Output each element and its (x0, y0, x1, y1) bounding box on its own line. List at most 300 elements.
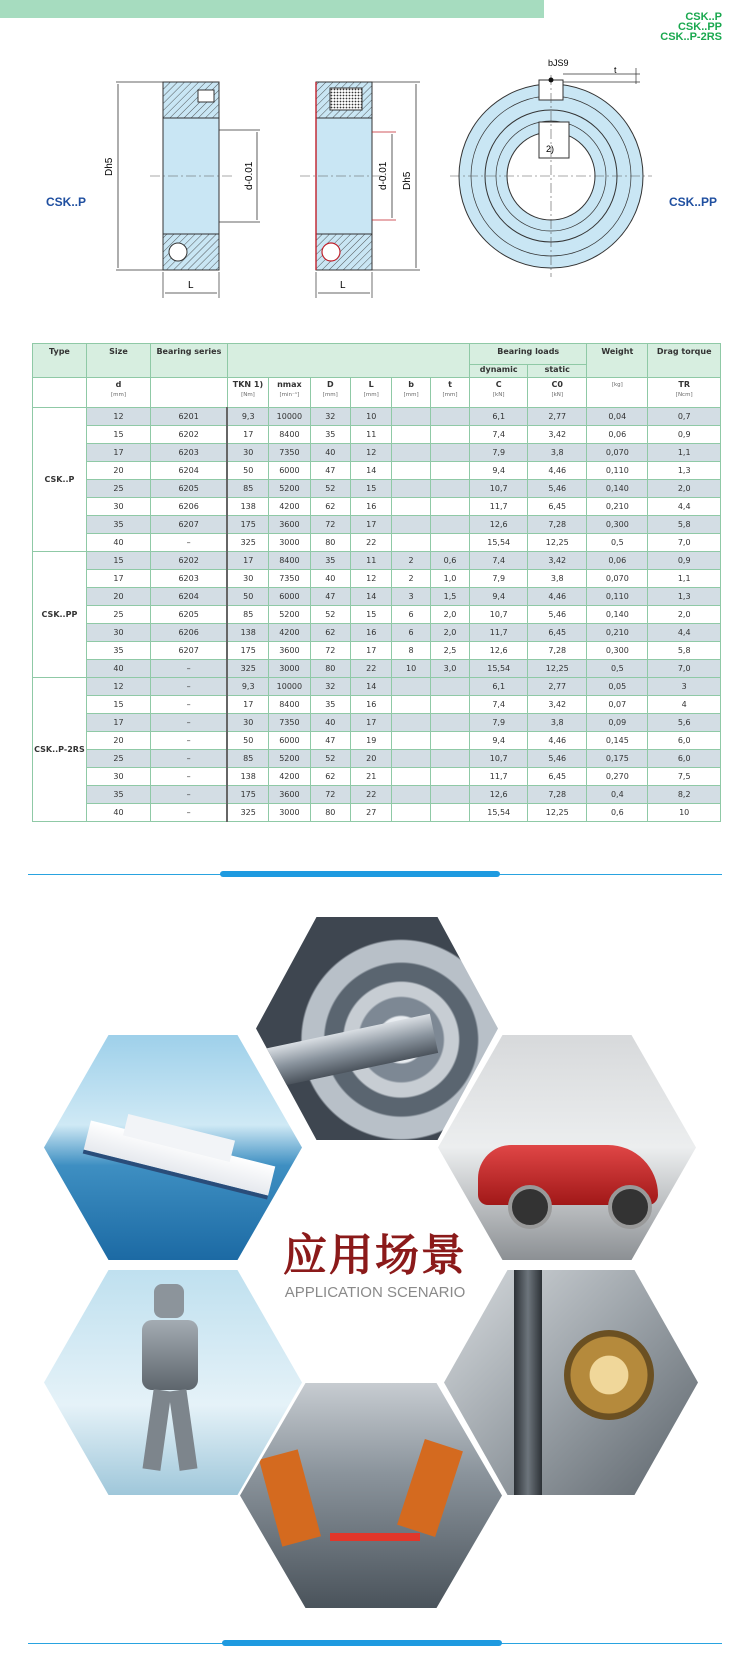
table-cell: 0,300 (587, 642, 648, 660)
table-cell: 3000 (269, 660, 310, 678)
table-cell: 0,04 (587, 408, 648, 426)
table-cell: 22 (351, 786, 392, 804)
table-cell: 0,070 (587, 444, 648, 462)
table-cell: 11,7 (470, 768, 528, 786)
table-cell: 0,5 (587, 534, 648, 552)
table-cell (430, 462, 469, 480)
dim-label: L (340, 280, 346, 291)
table-cell: 6206 (151, 624, 228, 642)
table-cell: 40 (310, 444, 350, 462)
table-cell: 2 (392, 552, 430, 570)
table-cell: 0,210 (587, 624, 648, 642)
table-cell: 6205 (151, 606, 228, 624)
hex-image-cruise-ship (44, 1035, 302, 1260)
table-cell (392, 750, 430, 768)
table-cell (430, 444, 469, 462)
table-row (33, 642, 721, 660)
col-header-bearing-series: Bearing series (151, 344, 228, 378)
table-cell (392, 462, 430, 480)
table-cell: 11 (351, 552, 392, 570)
table-cell: 6203 (151, 444, 228, 462)
top-accent-bar (0, 0, 544, 18)
table-cell: 5,8 (648, 642, 721, 660)
table-cell: 12,6 (470, 786, 528, 804)
left-model-label: CSK..P (46, 195, 87, 209)
table-cell: 6207 (151, 516, 228, 534)
table-cell: 6,0 (648, 750, 721, 768)
table-cell: 6203 (151, 570, 228, 588)
table-cell: 30 (86, 768, 150, 786)
table-cell (392, 426, 430, 444)
table-cell (430, 516, 469, 534)
table-cell: 7,28 (528, 786, 587, 804)
table-cell: 138 (227, 498, 268, 516)
table-cell (392, 516, 430, 534)
table-cell: 5,8 (648, 516, 721, 534)
table-cell: 17 (351, 516, 392, 534)
table-cell: 3,42 (528, 426, 587, 444)
table-cell: 35 (86, 642, 150, 660)
col-header-type: Type (33, 344, 87, 378)
table-cell: 3 (392, 588, 430, 606)
table-cell: 7,4 (470, 696, 528, 714)
table-cell (392, 408, 430, 426)
table-cell: 15 (86, 426, 150, 444)
table-cell: 72 (310, 516, 350, 534)
table-cell: 10,7 (470, 750, 528, 768)
table-row (33, 732, 721, 750)
table-cell: 7,28 (528, 516, 587, 534)
table-cell: 40 (310, 570, 350, 588)
table-cell: 5,46 (528, 480, 587, 498)
table-cell: 0,300 (587, 516, 648, 534)
table-cell: 10 (392, 660, 430, 678)
table-cell: 6,45 (528, 624, 587, 642)
table-cell: 30 (227, 570, 268, 588)
table-cell (392, 678, 430, 696)
unit-text: [min⁻¹] (279, 392, 300, 398)
application-title-en: APPLICATION SCENARIO (284, 1284, 466, 1301)
unit-text: [mm] (403, 392, 419, 398)
table-cell: 6204 (151, 462, 228, 480)
table-cell: 15 (351, 606, 392, 624)
divider-pill (220, 871, 500, 877)
table-cell: 6000 (269, 732, 310, 750)
unit-symbol: L (368, 380, 374, 389)
side-view-left (104, 82, 260, 298)
table-cell: 80 (310, 660, 350, 678)
table-row (33, 624, 721, 642)
table-row (33, 804, 721, 822)
table-cell: 0,4 (587, 786, 648, 804)
table-cell: – (151, 534, 228, 552)
table-cell: 325 (227, 660, 268, 678)
table-cell: 2,5 (430, 642, 469, 660)
table-cell: 7,9 (470, 570, 528, 588)
table-cell: 19 (351, 732, 392, 750)
table-cell: 6,1 (470, 678, 528, 696)
unit-text: [mm] (110, 392, 126, 398)
type-cell: CSK..P (33, 408, 87, 552)
table-cell: 1,0 (430, 570, 469, 588)
table-cell: 3600 (269, 516, 310, 534)
table-cell: 15 (351, 480, 392, 498)
unit-cell (470, 378, 528, 408)
table-row (33, 516, 721, 534)
table-cell: 47 (310, 732, 350, 750)
table-cell: 0,6 (430, 552, 469, 570)
table-cell (430, 534, 469, 552)
unit-text: [Ncm] (675, 392, 693, 398)
table-cell (430, 714, 469, 732)
dim-label: t (614, 65, 617, 75)
col-header-bearing-loads: Bearing loads (470, 344, 587, 365)
table-cell: 325 (227, 534, 268, 552)
table-cell: 17 (227, 552, 268, 570)
table-cell: 4200 (269, 768, 310, 786)
table-cell: 5,46 (528, 750, 587, 768)
table-cell: 50 (227, 588, 268, 606)
table-cell: 47 (310, 588, 350, 606)
table-cell: 12,25 (528, 804, 587, 822)
table-cell: 175 (227, 642, 268, 660)
table-cell: 0,210 (587, 498, 648, 516)
model-list (660, 12, 722, 42)
table-cell: – (151, 696, 228, 714)
table-cell: 7,4 (470, 426, 528, 444)
table-cell: 17 (86, 444, 150, 462)
table-cell (430, 786, 469, 804)
table-cell: 22 (351, 660, 392, 678)
table-cell: 1,1 (648, 570, 721, 588)
table-cell: 9,4 (470, 462, 528, 480)
note-label: 2) (546, 144, 555, 154)
table-cell: 0,05 (587, 678, 648, 696)
table-cell: 325 (227, 804, 268, 822)
table-cell: 16 (351, 696, 392, 714)
table-cell: – (151, 714, 228, 732)
table-cell: 22 (351, 534, 392, 552)
table-row (33, 768, 721, 786)
table-cell: 1,3 (648, 462, 721, 480)
table-cell: 52 (310, 480, 350, 498)
model-label: CSK..P-2RS (660, 31, 722, 43)
table-cell: 30 (227, 444, 268, 462)
table-cell: 12,6 (470, 516, 528, 534)
type-cell: CSK..P-2RS (33, 678, 87, 822)
table-cell: 7,28 (528, 642, 587, 660)
unit-symbol: t (448, 380, 452, 389)
table-cell: 4200 (269, 498, 310, 516)
unit-symbol: d (115, 380, 122, 389)
table-cell (392, 534, 430, 552)
table-cell: 6000 (269, 588, 310, 606)
table-cell: 3600 (269, 786, 310, 804)
table-cell: 0,6 (587, 804, 648, 822)
table-cell: 2,0 (648, 606, 721, 624)
table-cell: 4,46 (528, 732, 587, 750)
table-cell: – (151, 732, 228, 750)
table-cell: 17 (351, 714, 392, 732)
table-cell: 175 (227, 786, 268, 804)
type-cell: CSK..PP (33, 552, 87, 678)
table-cell: 1,5 (430, 588, 469, 606)
dim-label: d-0.01 (378, 161, 389, 190)
table-cell: 35 (86, 786, 150, 804)
table-cell: 10 (648, 804, 721, 822)
table-cell: 3 (648, 678, 721, 696)
table-cell: 62 (310, 498, 350, 516)
table-cell: 30 (86, 624, 150, 642)
hex-image-gear-machinery (444, 1270, 698, 1495)
table-row (33, 408, 721, 426)
unit-symbol: TR (678, 380, 690, 389)
col-header-drag-torque: Drag torque (648, 344, 721, 378)
table-cell: 0,270 (587, 768, 648, 786)
table-cell: 8,2 (648, 786, 721, 804)
table-cell: 7,9 (470, 444, 528, 462)
table-cell: 6,0 (648, 732, 721, 750)
table-cell: 47 (310, 462, 350, 480)
table-cell: 12 (86, 408, 150, 426)
table-row (33, 480, 721, 498)
table-cell: 0,140 (587, 480, 648, 498)
unit-cell (227, 378, 268, 408)
table-cell: 6202 (151, 426, 228, 444)
table-cell: 40 (310, 714, 350, 732)
table-cell: 12 (351, 444, 392, 462)
table-cell: 5,46 (528, 606, 587, 624)
table-cell (430, 426, 469, 444)
table-row (33, 552, 721, 570)
table-cell: 6,45 (528, 498, 587, 516)
table-cell: 2,77 (528, 408, 587, 426)
table-cell: 6207 (151, 642, 228, 660)
table-cell: 2,77 (528, 678, 587, 696)
table-cell: 3000 (269, 804, 310, 822)
table-cell: 4200 (269, 624, 310, 642)
table-cell: 0,175 (587, 750, 648, 768)
model-label: CSK..PP (677, 21, 722, 33)
table-cell: 138 (227, 624, 268, 642)
table-cell: 2,0 (430, 624, 469, 642)
table-cell: – (151, 768, 228, 786)
unit-symbol: TKN 1) (232, 380, 264, 389)
table-cell: 7350 (269, 714, 310, 732)
table-cell: 20 (86, 732, 150, 750)
table-cell: 20 (86, 462, 150, 480)
table-cell (430, 480, 469, 498)
table-cell: 6,1 (470, 408, 528, 426)
table-cell: 3,42 (528, 552, 587, 570)
table-cell: 0,110 (587, 588, 648, 606)
table-cell: 7,0 (648, 534, 721, 552)
table-cell: 0,140 (587, 606, 648, 624)
table-cell: 6204 (151, 588, 228, 606)
table-cell: 27 (351, 804, 392, 822)
table-cell: 21 (351, 768, 392, 786)
table-cell: 12,25 (528, 534, 587, 552)
table-cell: 7,9 (470, 714, 528, 732)
table-cell: 12,25 (528, 660, 587, 678)
table-cell (430, 732, 469, 750)
table-cell: – (151, 750, 228, 768)
table-row (33, 660, 721, 678)
unit-cell (151, 378, 228, 408)
hex-image-sports-car (438, 1035, 696, 1260)
table-cell: 35 (86, 516, 150, 534)
table-cell: 10,7 (470, 480, 528, 498)
table-cell: 3600 (269, 642, 310, 660)
table-cell: 7,0 (648, 660, 721, 678)
table-cell: 52 (310, 606, 350, 624)
col-header-size: Size (86, 344, 150, 378)
table-cell: 0,07 (587, 696, 648, 714)
table-cell: 9,3 (227, 678, 268, 696)
table-cell: 30 (227, 714, 268, 732)
table-cell (392, 444, 430, 462)
table-cell: 12 (86, 678, 150, 696)
table-row (33, 498, 721, 516)
unit-cell (528, 378, 587, 408)
col-header-weight: Weight (587, 344, 648, 378)
table-cell: 11 (351, 426, 392, 444)
table-cell: 14 (351, 588, 392, 606)
table-cell: 1,3 (648, 588, 721, 606)
table-row (33, 750, 721, 768)
table-cell: 6206 (151, 498, 228, 516)
table-cell: 0,09 (587, 714, 648, 732)
dim-label: d-0.01 (244, 161, 255, 190)
table-cell: 85 (227, 606, 268, 624)
dim-label: bJS9 (548, 58, 569, 68)
table-cell: 6205 (151, 480, 228, 498)
table-cell: 25 (86, 750, 150, 768)
table-row (33, 696, 721, 714)
unit-cell (310, 378, 350, 408)
table-cell: 7350 (269, 570, 310, 588)
table-cell: 3,0 (430, 660, 469, 678)
table-cell: 2 (392, 570, 430, 588)
table-cell: 12,6 (470, 642, 528, 660)
table-cell: 5,6 (648, 714, 721, 732)
bottom-divider-pill (222, 1640, 502, 1646)
unit-symbol: C (495, 380, 502, 389)
table-cell (392, 768, 430, 786)
table-cell: – (151, 678, 228, 696)
table-cell: 15,54 (470, 804, 528, 822)
table-cell (430, 678, 469, 696)
table-cell: 17 (227, 696, 268, 714)
table-row (33, 606, 721, 624)
table-cell: 2,0 (648, 480, 721, 498)
table-cell: 50 (227, 732, 268, 750)
table-cell: 0,7 (648, 408, 721, 426)
table-row (33, 426, 721, 444)
unit-text: [Nm] (241, 392, 255, 398)
table-cell: 25 (86, 606, 150, 624)
table-cell: 0,145 (587, 732, 648, 750)
table-cell: 16 (351, 498, 392, 516)
table-cell: 8400 (269, 696, 310, 714)
table-cell (430, 498, 469, 516)
table-cell: 52 (310, 750, 350, 768)
table-row (33, 786, 721, 804)
table-cell: 4,4 (648, 624, 721, 642)
table-cell: 62 (310, 624, 350, 642)
table-cell: 20 (351, 750, 392, 768)
table-cell: 15,54 (470, 660, 528, 678)
table-cell (392, 732, 430, 750)
unit-cell (269, 378, 310, 408)
table-cell: – (151, 804, 228, 822)
table-cell: 138 (227, 768, 268, 786)
table-cell: 40 (86, 534, 150, 552)
table-cell: 6000 (269, 462, 310, 480)
table-cell: 8400 (269, 552, 310, 570)
table-cell: 40 (86, 660, 150, 678)
table-cell: 9,4 (470, 588, 528, 606)
table-cell: 17 (86, 570, 150, 588)
application-title-cn: 应用场景 (283, 1230, 467, 1281)
table-cell: 50 (227, 462, 268, 480)
table-cell: – (151, 786, 228, 804)
table-cell: 30 (86, 498, 150, 516)
table-cell: 0,9 (648, 552, 721, 570)
table-cell: 10000 (269, 678, 310, 696)
table-cell (392, 696, 430, 714)
table-cell: 17 (227, 426, 268, 444)
table-cell: 4 (648, 696, 721, 714)
table-cell: 72 (310, 786, 350, 804)
side-view-middle (300, 82, 420, 298)
table-cell: 35 (310, 552, 350, 570)
table-cell: 6 (392, 606, 430, 624)
unit-symbol: D (326, 380, 334, 389)
unit-cell (648, 378, 721, 408)
unit-cell (430, 378, 469, 408)
table-cell: 8 (392, 642, 430, 660)
table-cell: 3,8 (528, 714, 587, 732)
unit-text: [kg] (611, 382, 623, 388)
table-cell: 2,0 (430, 606, 469, 624)
table-cell: 0,070 (587, 570, 648, 588)
table-cell: 62 (310, 768, 350, 786)
table-cell: 6201 (151, 408, 228, 426)
table-cell: 9,3 (227, 408, 268, 426)
table-row (33, 534, 721, 552)
table-cell: 5200 (269, 606, 310, 624)
table-cell: 0,110 (587, 462, 648, 480)
table-cell: 14 (351, 462, 392, 480)
table-cell: 17 (351, 642, 392, 660)
table-cell: 7,5 (648, 768, 721, 786)
table-cell (392, 480, 430, 498)
model-label: CSK..P (685, 11, 722, 23)
table-cell (430, 750, 469, 768)
table-cell: 9,4 (470, 732, 528, 750)
table-cell: 10000 (269, 408, 310, 426)
unit-symbol: nmax (277, 380, 302, 389)
table-cell: 85 (227, 480, 268, 498)
table-cell: 80 (310, 804, 350, 822)
table-cell (392, 786, 430, 804)
table-cell (430, 768, 469, 786)
table-cell: 12 (351, 570, 392, 588)
unit-symbol: C0 (551, 380, 563, 389)
table-cell: 0,9 (648, 426, 721, 444)
table-cell (430, 408, 469, 426)
